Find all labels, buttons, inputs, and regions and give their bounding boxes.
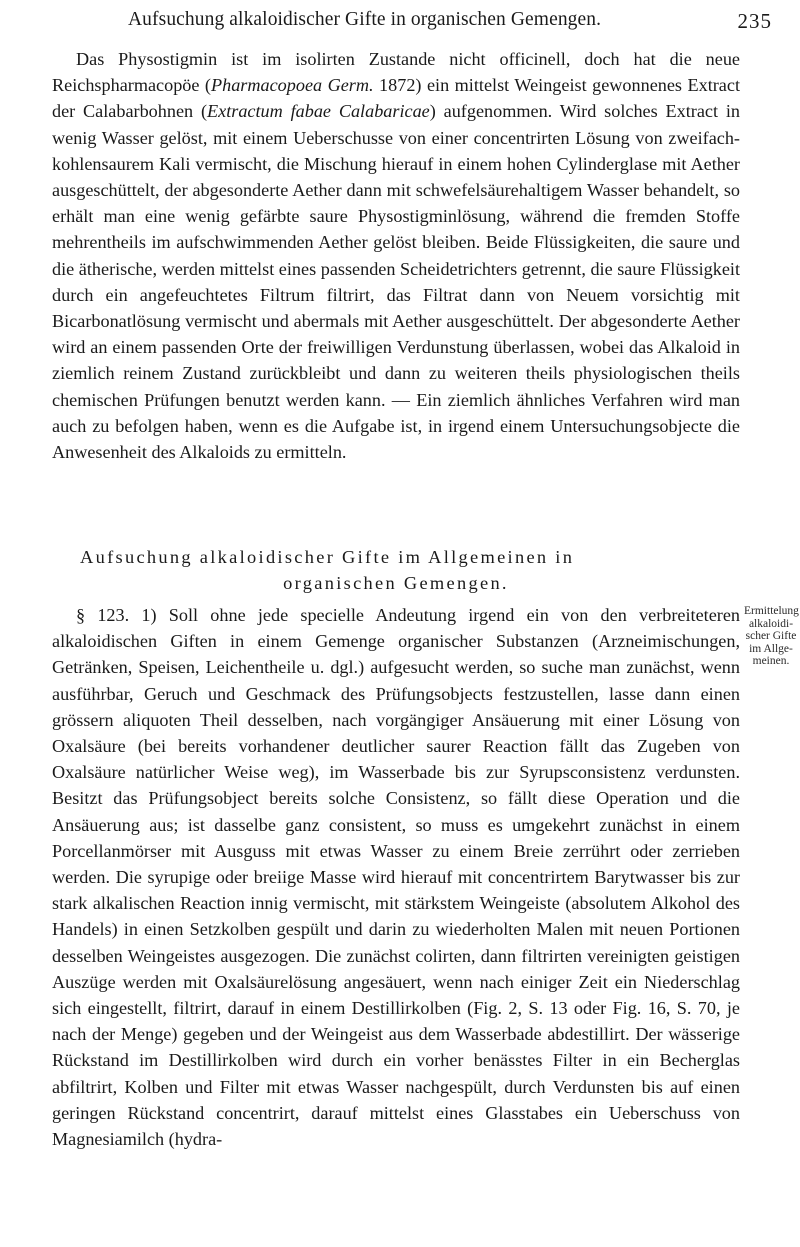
text-run: ) aufgenommen. Wird solches Extract in wenig Wasser gelöst, mit einem Ueberschusse von einer concentrirten Lösung von zweifach-kohlensaurem Kali vermischt, die Mischung hierauf in einem hohen Cylinderglase mit Aether ausgeschüttelt, der abgesonderte Aether dann mit schwefelsäurehaltigem Wasser behandelt, so erhält man eine wenig gefärbte saure Physostigminlösung, während die fremden Stoffe mehrentheils im aufschwimmenden Aether gelöst bleiben. Beide Flüssigkeiten, die saure und die ätherische, werden mittelst eines passenden Scheidetrichters getrennt, die saure Flüssigkeit durch ein angefeuchtetes Filtrum filtrirt, das Filtrat dann von Neuem vorsichtig mit Bicarbonatlösung vermischt und abermals mit Aether ausgeschüttelt. Der abgesonderte Aether wird an einem passenden Orte der freiwilligen Verdunstung überlassen, wobei das Alkaloid in ziemlich reinem Zustand zurückbleibt und dann zu weiteren theils physiologischen theils chemischen Prüfungen benutzt werden kann. — Ein ziemlich ähnliches Verfahren wird man auch zu befolgen haben, wenn es die Aufgabe ist, in irgend einem Untersuchungsobjecte die Anwesenheit des Alkaloids zu ermitteln.	[52, 101, 740, 463]
marginal-note-line: meinen.	[752, 655, 790, 667]
marginal-note-line: im Allge-	[749, 642, 793, 655]
text-run: 1872) ein mittelst Weingeist gewonnenes Extract der Calabarbohnen (	[52, 75, 740, 122]
marginal-note-line: alkaloidi-	[748, 617, 794, 630]
italic-latin-term: Extractum fabae Calabaricae	[207, 101, 430, 122]
running-title: Aufsuchung alkaloidischer Gifte in organischen Gemengen.	[128, 9, 602, 30]
paragraph-text	[52, 602, 740, 1152]
marginal-note-line: scher Gifte	[745, 630, 797, 642]
text-run: 1) Soll ohne jede specielle Andeutung irgend ein von den verbreiteteren alkaloidischen Giften in einem Gemenge organischer Substanzen (Arzneimischungen, Getränken, Speisen, Leichentheile u. dgl.) aufgesucht werden, so suche man zunächst, wenn ausführbar, Geruch und Geschmack des Prüfungsobjects festzustellen, lasse dann einen grössern aliquoten Theil desselben, nach vorgängiger Ansäuerung mit einer Lösung von Oxalsäure (bei bereits vorhandener deutlicher saurer Reaction fällt das Zugeben von Oxalsäure natürlicher Weise weg), im Wasserbade bis zur Syrupsconsistenz verdunsten. Besitzt das Prüfungsobject bereits solche Consistenz, so fällt diese Operation und die Ansäuerung aus; ist dasselbe ganz consistent, so muss es umgekehrt zunächst in einem Porcellanmörser mit Ausguss mit etwas Wasser zu einem Breie zerrührt oder zerrieben werden. Die syrupige oder breiige Masse wird hierauf mit concentrirtem Barytwasser bis zur stark alkalischen Reaction innig vermischt, mit stärkstem Weingeiste (absolutem Alkohol des Handels) in einen Setzkolben gespült und darin zu wiederholten Malen mit neuen Portionen desselben Weingeistes ausgezogen. Die zunächst colirten, dann filtrirten vereinigten geistigen Auszüge werden mit Oxalsäurelösung angesäuert, wenn nach einiger Zeit ein Niederschlag sich eingestellt, filtrirt, darauf in einem Destillirkolben (Fig. 2, S. 13 oder Fig. 16, S. 70, je nach der Menge) gegeben und der Weingeist aus dem Wasserbade abdestillirt. Der wässerige Rückstand im Destillirkolben wird durch ein vorher benässtes Filter in ein Becherglas abfiltrirt, Kolben und Filter mit etwas Wasser nachgespült, durch Verdunsten bis auf einen geringen Rückstand concentrirt, darauf mittelst eines Glasstabes ein Ueberschuss von Magnesiamilch (hydra-	[52, 605, 741, 1150]
marginal-note-line: Ermittelung	[744, 605, 799, 617]
paragraph-text	[52, 46, 740, 465]
section-heading-line-2: organischen Gemengen.	[283, 573, 509, 593]
paragraph-physostigmin	[52, 46, 740, 465]
marginal-note	[744, 605, 798, 668]
paragraph-section-123	[52, 602, 740, 1152]
text-run: Das Physostigmin ist im isolirten Zustande nicht officinell, doch hat die neue Reichspharmacopöe (	[52, 49, 740, 96]
section-number: § 123.	[76, 605, 130, 625]
running-head	[52, 6, 774, 40]
page-number: 235	[737, 9, 772, 33]
italic-citation: Pharmacopoea Germ.	[211, 75, 374, 96]
section-heading	[52, 544, 740, 596]
section-heading-line-1: Aufsuchung alkaloidischer Gifte im Allgemeinen in	[80, 547, 575, 567]
